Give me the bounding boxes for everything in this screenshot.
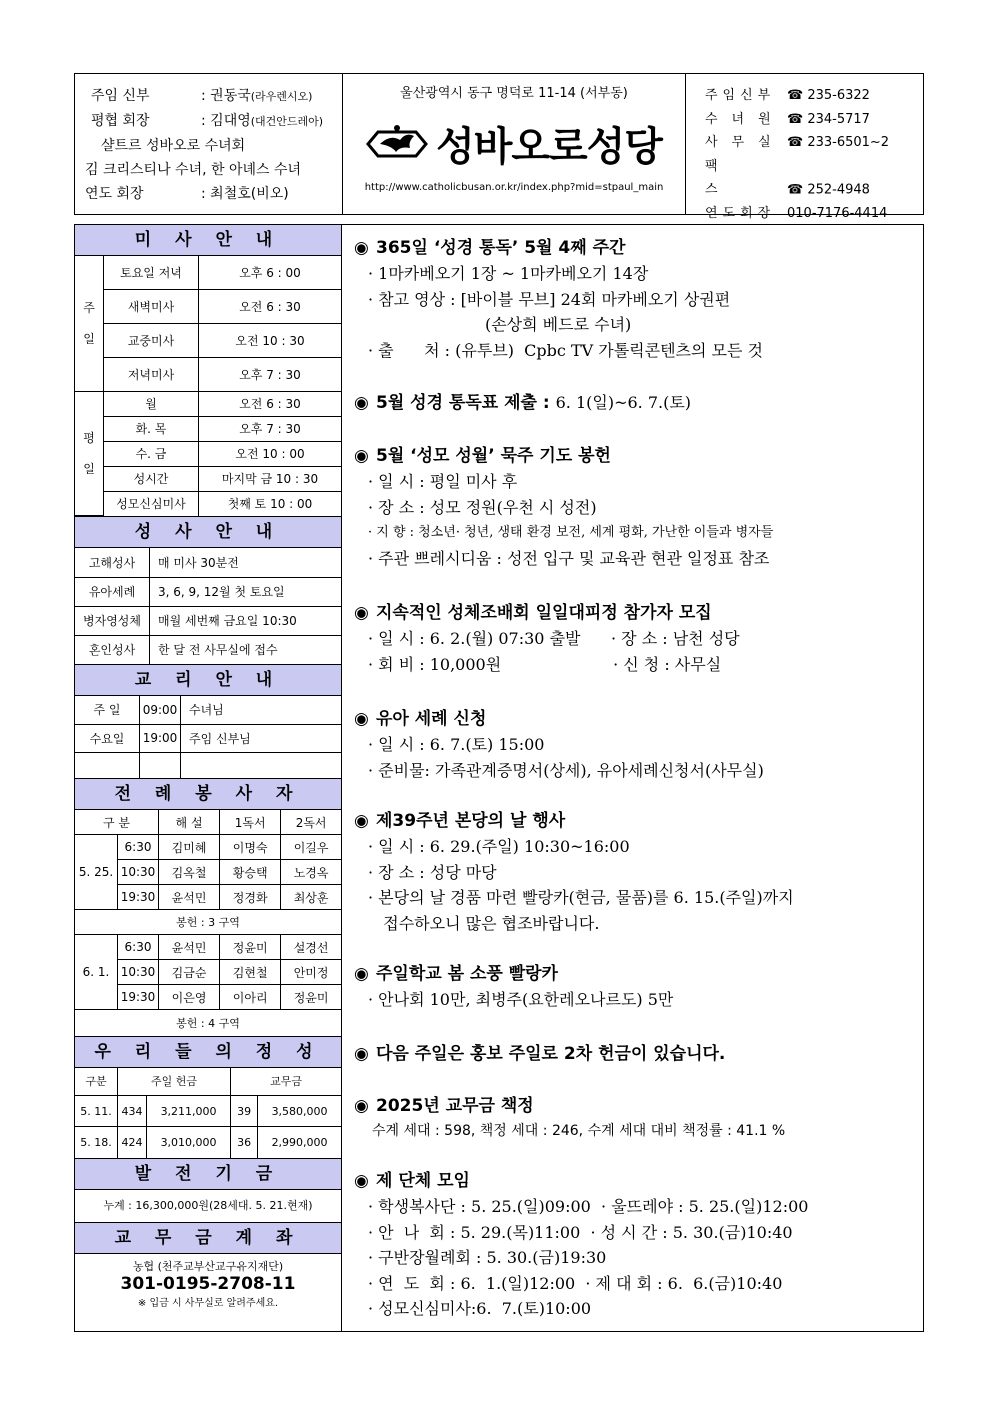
notice-heading: 다음 주일은 홍보 주일로 2차 헌금이 있습니다. bbox=[376, 1044, 726, 1064]
notices-column bbox=[342, 224, 924, 1332]
offering-count: 36 bbox=[231, 1127, 258, 1158]
mass-name: 성모신심미사 bbox=[104, 491, 199, 516]
yeondo-row bbox=[85, 182, 342, 206]
header-box bbox=[74, 73, 924, 221]
sisters-order: 샬트르 성바오로 수녀회 bbox=[101, 138, 246, 154]
doctrine-time: 19:00 bbox=[140, 724, 181, 752]
notice-infant-baptism bbox=[354, 706, 914, 783]
notice-retreat bbox=[354, 600, 914, 677]
server-name: 정윤미 bbox=[220, 935, 281, 960]
notice-line: · 출 처 : (유투브) Cpbc TV 가톨릭콘텐츠의 모든 것 bbox=[368, 340, 764, 360]
doctrine-teacher: 수녀님 bbox=[181, 696, 342, 724]
server-time: 10:30 bbox=[118, 960, 159, 985]
notice-line: (손상희 베드로 수녀) bbox=[368, 315, 632, 334]
servers-header: 1독서 bbox=[220, 810, 281, 835]
notice-line: · 장 소 : 성모 정원(우천 시 성전) bbox=[368, 497, 597, 517]
notice-heading: 유아 세례 신청 bbox=[376, 709, 487, 729]
notice-line: · 일 시 : 6. 29.(주일) 10:30~16:00 bbox=[368, 837, 630, 856]
contact-value: 010-7176-4414 bbox=[787, 205, 888, 221]
offering-district: 봉헌 : 3 구역 bbox=[75, 910, 341, 935]
doctrine-table bbox=[75, 696, 341, 778]
server-name: 이아리 bbox=[220, 985, 281, 1010]
contact-value: ☎ 234-5717 bbox=[787, 111, 870, 127]
contact-row bbox=[705, 84, 923, 108]
server-name: 김미혜 bbox=[159, 835, 220, 860]
server-name: 김금순 bbox=[159, 960, 220, 985]
mass-time: 오전 10 : 30 bbox=[199, 323, 342, 357]
mass-name: 월 bbox=[104, 391, 199, 416]
contact-label: 주임신부 bbox=[705, 88, 776, 103]
server-name: 정윤미 bbox=[281, 985, 341, 1010]
notice-line: · 주관 쁘레시디움 : 성전 입구 및 교육관 현관 일정표 참조 bbox=[368, 548, 770, 568]
server-name: 윤석민 bbox=[159, 885, 220, 910]
notice-line: · 1마카베오기 1장 ~ 1마카베오기 14장 bbox=[368, 264, 649, 283]
sacrament-name: 병자영성체 bbox=[75, 606, 150, 635]
notice-line: · 본당의 날 경품 마련 빨랑카(현금, 물품)를 6. 15.(주일)까지 bbox=[368, 888, 794, 907]
notice-picnic bbox=[354, 961, 914, 1013]
sacrament-info: 매 미사 30분전 bbox=[150, 548, 342, 577]
mass-time: 오전 10 : 00 bbox=[199, 441, 342, 466]
dove-emblem-icon bbox=[366, 122, 428, 166]
pastor-row bbox=[85, 84, 342, 109]
sacrament-info: 한 달 전 사무실에 접수 bbox=[150, 635, 342, 664]
server-time: 6:30 bbox=[118, 835, 159, 860]
servers-title: 전 례 봉 사 자 bbox=[75, 778, 341, 810]
yeondo-name: : 최철호(비오) bbox=[201, 186, 289, 202]
doctrine-title: 교 리 안 내 bbox=[75, 664, 341, 696]
offering-count: 424 bbox=[118, 1127, 147, 1158]
church-logo bbox=[343, 115, 685, 172]
mass-name: 새벽미사 bbox=[104, 289, 199, 323]
contact-label: 수녀원 bbox=[705, 111, 785, 127]
server-name: 황승택 bbox=[220, 860, 281, 885]
servers-header: 2독서 bbox=[281, 810, 341, 835]
offering-table bbox=[75, 1068, 341, 1158]
offering-district: 봉헌 : 4 구역 bbox=[75, 1010, 341, 1036]
left-column bbox=[74, 224, 342, 1332]
server-name: 안미정 bbox=[281, 960, 341, 985]
sacrament-name: 고해성사 bbox=[75, 548, 150, 577]
account-number: 301-0195-2708-11 bbox=[120, 1273, 296, 1294]
church-name: 성바오로성당 bbox=[436, 124, 662, 170]
bullet-icon: ◉ bbox=[354, 446, 369, 466]
bullet-icon: ◉ bbox=[354, 964, 369, 984]
offering-amount: 2,990,000 bbox=[258, 1127, 341, 1158]
doctrine-day: 수요일 bbox=[75, 724, 140, 752]
notice-line: · 안 나 회 : 5. 29.(목)11:00 · 성 시 간 : 5. 30.(금)10:40 bbox=[368, 1222, 793, 1242]
sister-names: 김 크리스티나 수녀, 한 아녜스 수녀 bbox=[85, 162, 302, 178]
account-bank: 농협 (천주교부산교구유지재단) bbox=[132, 1259, 284, 1273]
bullet-icon: ◉ bbox=[354, 603, 369, 623]
mass-name: 수. 금 bbox=[104, 441, 199, 466]
mass-time: 오후 7 : 30 bbox=[199, 357, 342, 391]
servers-header: 해 설 bbox=[159, 810, 220, 835]
notice-line: · 지 향 : 청소년· 청년, 생태 환경 보전, 세계 평화, 가난한 이들과 병자들 bbox=[368, 525, 774, 540]
offering-date: 5. 18. bbox=[75, 1127, 118, 1158]
doctrine-empty-cell bbox=[181, 752, 342, 778]
contact-list bbox=[685, 74, 923, 221]
notice-line: · 회 비 : 10,000원 · 신 청 : 사무실 bbox=[368, 654, 722, 674]
notice-heading: 365일 ‘성경 통독’ 5월 4째 주간 bbox=[376, 238, 626, 258]
mass-table bbox=[75, 256, 341, 516]
contact-value: ☎ 235-6322 bbox=[787, 88, 870, 103]
council-label: 평협 회장 bbox=[91, 113, 150, 129]
sunday-label: 주 일 bbox=[75, 256, 104, 391]
bullet-icon: ◉ bbox=[354, 709, 369, 729]
offering-amount: 3,211,000 bbox=[147, 1096, 231, 1127]
servers-table bbox=[75, 810, 341, 1036]
server-name: 윤석민 bbox=[159, 935, 220, 960]
offering-title: 우 리 들 의 정 성 bbox=[75, 1036, 341, 1068]
notice-line: · 안나회 10만, 최병주(요한레오나르도) 5만 bbox=[368, 990, 674, 1009]
offering-header: 주일 헌금 bbox=[118, 1068, 231, 1096]
bullet-icon: ◉ bbox=[354, 1171, 369, 1191]
notice-line: · 구반장월례회 : 5. 30.(금)19:30 bbox=[368, 1248, 607, 1267]
notice-line: · 장 소 : 성당 마당 bbox=[368, 862, 497, 882]
mass-time: 첫째 토 10 : 00 bbox=[199, 491, 342, 516]
server-time: 6:30 bbox=[118, 935, 159, 960]
church-url[interactable]: http://www.catholicbusan.or.kr/index.php?mid=stpaul_main bbox=[364, 182, 664, 193]
notice-line: · 연 도 회 : 6. 1.(일)12:00 · 제 대 회 : 6. 6.(금)10:40 bbox=[368, 1273, 783, 1293]
notice-heading: 주일학교 봄 소풍 빨랑카 bbox=[376, 964, 558, 984]
fund-total: 누계 : 16,300,000원(28세대. 5. 21.현재) bbox=[75, 1190, 341, 1223]
server-name: 김현철 bbox=[220, 960, 281, 985]
sacrament-name: 혼인성사 bbox=[75, 635, 150, 664]
bullet-icon: ◉ bbox=[354, 1096, 369, 1116]
sacrament-info: 매월 세번째 금요일 10:30 bbox=[150, 606, 342, 635]
notice-parish-day bbox=[354, 808, 914, 936]
offering-header: 구분 bbox=[75, 1068, 118, 1096]
mass-time: 오후 7 : 30 bbox=[199, 416, 342, 441]
weekday-label: 평 일 bbox=[75, 391, 104, 516]
bullet-icon: ◉ bbox=[354, 238, 369, 258]
offering-amount: 3,010,000 bbox=[147, 1127, 231, 1158]
notice-line: · 일 시 : 평일 미사 후 bbox=[368, 472, 518, 491]
offering-count: 39 bbox=[231, 1096, 258, 1127]
notice-heading: 지속적인 성체조배회 일일대피정 참가자 모집 bbox=[376, 603, 712, 623]
server-name: 최상훈 bbox=[281, 885, 341, 910]
server-time: 10:30 bbox=[118, 860, 159, 885]
notice-line: · 준비물: 가족관계증명서(상세), 유아세례신청서(사무실) bbox=[368, 760, 764, 780]
notice-date: 6. 1(일)~6. 7.(토) bbox=[555, 393, 692, 412]
contact-row bbox=[705, 108, 923, 132]
notice-heading: 2025년 교무금 책정 bbox=[376, 1096, 534, 1116]
account-title: 교 무 금 계 좌 bbox=[75, 1223, 341, 1254]
contact-label: 연도회장 bbox=[705, 205, 776, 221]
mass-time: 오전 6 : 30 bbox=[199, 391, 342, 416]
doctrine-empty-cell bbox=[140, 752, 181, 778]
offering-count: 434 bbox=[118, 1096, 147, 1127]
server-name: 설경선 bbox=[281, 935, 341, 960]
server-name: 이명숙 bbox=[220, 835, 281, 860]
contact-row bbox=[705, 155, 923, 202]
sacrament-info: 3, 6, 9, 12월 첫 토요일 bbox=[150, 577, 342, 606]
server-time: 19:30 bbox=[118, 985, 159, 1010]
offering-header: 교무금 bbox=[231, 1068, 341, 1096]
mass-time: 오전 6 : 30 bbox=[199, 289, 342, 323]
notice-line: · 일 시 : 6. 7.(토) 15:00 bbox=[368, 735, 545, 754]
notice-line: · 일 시 : 6. 2.(월) 07:30 출발 · 장 소 : 남천 성당 bbox=[368, 629, 740, 648]
contact-value: ☎ 233-6501~2 bbox=[787, 135, 890, 150]
server-name: 김옥철 bbox=[159, 860, 220, 885]
notice-bible-reading bbox=[354, 235, 914, 363]
mass-name: 성시간 bbox=[104, 466, 199, 491]
notice-second-collection bbox=[354, 1041, 914, 1067]
bullet-icon: ◉ bbox=[354, 1044, 369, 1064]
notice-heading: 5월 ‘성모 성월’ 묵주 기도 봉헌 bbox=[376, 446, 611, 466]
mass-time: 오후 6 : 00 bbox=[199, 256, 342, 289]
mass-name: 토요일 저녁 bbox=[104, 256, 199, 289]
sacrament-table bbox=[75, 548, 341, 664]
notice-line: 수계 세대 : 598, 책정 세대 : 246, 수계 세대 대비 책정률 : 41.1 % bbox=[372, 1123, 786, 1139]
mass-title: 미 사 안 내 bbox=[75, 225, 341, 256]
mass-time: 마지막 금 10 : 30 bbox=[199, 466, 342, 491]
clergy-info bbox=[75, 74, 343, 214]
bullet-icon: ◉ bbox=[354, 811, 369, 831]
council-row bbox=[85, 109, 342, 134]
contact-row bbox=[705, 131, 923, 155]
server-name: 정경화 bbox=[220, 885, 281, 910]
server-time: 19:30 bbox=[118, 885, 159, 910]
contact-value: ☎ 252-4948 bbox=[787, 182, 870, 197]
notice-line: 접수하오니 많은 협조바랍니다. bbox=[368, 913, 600, 933]
fund-title: 발 전 기 금 bbox=[75, 1158, 341, 1190]
notice-reading-submit bbox=[354, 390, 914, 416]
account-note: ※ 입금 시 사무실로 알려주세요. bbox=[137, 1297, 279, 1309]
mass-name: 교중미사 bbox=[104, 323, 199, 357]
doctrine-empty-cell bbox=[75, 752, 140, 778]
server-name: 노경옥 bbox=[281, 860, 341, 885]
notice-line: · 참고 영상 : [바이블 무브] 24회 마카베오기 상권편 bbox=[368, 289, 731, 309]
council-baptismal: (대건안드레아) bbox=[250, 115, 324, 128]
notice-dues-2025 bbox=[354, 1093, 914, 1145]
sacrament-title: 성 사 안 내 bbox=[75, 516, 341, 548]
offering-date: 5. 11. bbox=[75, 1096, 118, 1127]
notice-heading: 5월 성경 통독표 제출 : bbox=[376, 393, 556, 413]
contact-label: 사무실 bbox=[705, 135, 785, 150]
sacrament-name: 유아세례 bbox=[75, 577, 150, 606]
notice-heading: 제 단체 모임 bbox=[376, 1171, 470, 1191]
notice-rosary bbox=[354, 443, 914, 571]
notice-line: · 학생복사단 : 5. 25.(일)09:00 · 울뜨레야 : 5. 25.(일)12:00 bbox=[368, 1197, 809, 1216]
servers-header: 구 분 bbox=[75, 810, 159, 835]
contact-label: 팩스 bbox=[705, 158, 758, 197]
pastor-name: : 권동국 bbox=[201, 88, 251, 104]
server-name: 이길우 bbox=[281, 835, 341, 860]
mass-name: 저녁미사 bbox=[104, 357, 199, 391]
mass-name: 화. 목 bbox=[104, 416, 199, 441]
notice-heading: 제39주년 본당의 날 행사 bbox=[376, 811, 566, 831]
servers-date: 6. 1. bbox=[75, 935, 118, 1010]
council-name: : 김대영 bbox=[201, 113, 251, 129]
pastor-baptismal: (라우렌시오) bbox=[250, 90, 313, 103]
contact-row bbox=[705, 202, 923, 226]
bullet-icon: ◉ bbox=[354, 393, 369, 413]
church-title-box bbox=[343, 74, 686, 214]
doctrine-teacher: 주임 신부님 bbox=[181, 724, 342, 752]
servers-date: 5. 25. bbox=[75, 835, 118, 910]
offering-amount: 3,580,000 bbox=[258, 1096, 341, 1127]
notice-group-meetings bbox=[354, 1168, 914, 1322]
church-address: 울산광역시 동구 명덕로 11-14 (서부동) bbox=[400, 86, 628, 101]
pastor-label: 주임 신부 bbox=[91, 88, 150, 104]
doctrine-time: 09:00 bbox=[140, 696, 181, 724]
server-name: 이은영 bbox=[159, 985, 220, 1010]
doctrine-day: 주 일 bbox=[75, 696, 140, 724]
yeondo-label: 연도 회장 bbox=[85, 186, 144, 202]
notice-line: · 성모신심미사:6. 7.(토)10:00 bbox=[368, 1299, 592, 1318]
